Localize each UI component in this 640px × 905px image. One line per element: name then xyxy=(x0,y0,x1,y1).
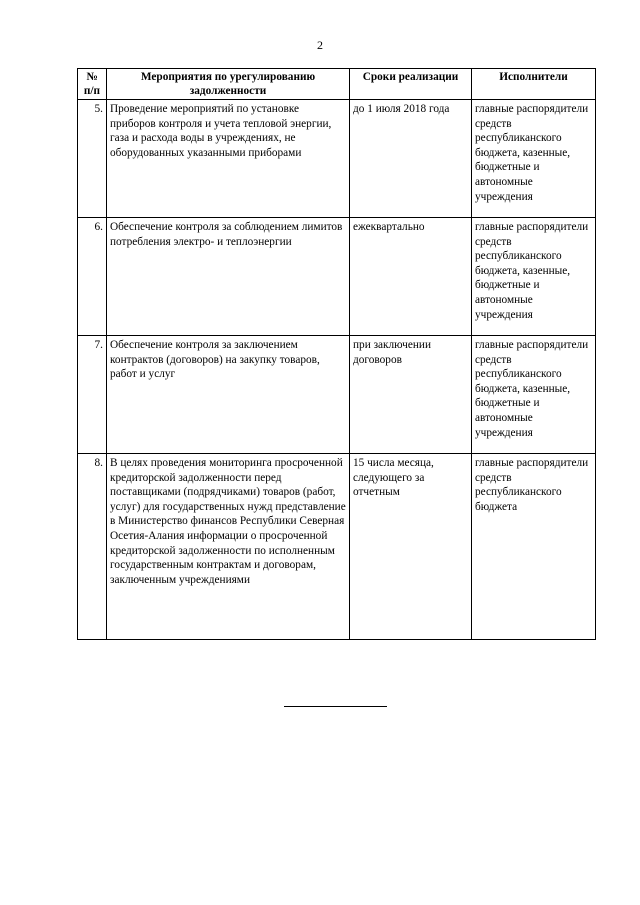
header-action: Мероприятия по урегулированию задолженности xyxy=(107,69,350,100)
row-term: до 1 июля 2018 года xyxy=(350,100,472,218)
row-term: ежеквартально xyxy=(350,218,472,336)
row-action: Обеспечение контроля за заключением контрактов (договоров) на закупку товаров, работ и услуг xyxy=(107,336,350,454)
row-executor: главные распорядители средств республиканского бюджета, казенные, бюджетные и автономные учреждения xyxy=(472,100,596,218)
row-term: при заключении договоров xyxy=(350,336,472,454)
header-term: Сроки реализации xyxy=(350,69,472,100)
row-number: 7. xyxy=(78,336,107,454)
page-number: 2 xyxy=(317,38,323,52)
row-executor: главные распорядители средств республиканского бюджета xyxy=(472,454,596,640)
row-action: Обеспечение контроля за соблюдением лимитов потребления электро- и теплоэнергии xyxy=(107,218,350,336)
table-row xyxy=(78,100,596,218)
header-number: № п/п xyxy=(78,69,107,100)
row-executor: главные распорядители средств республиканского бюджета, казенные, бюджетные и автономные учреждения xyxy=(472,218,596,336)
row-number: 8. xyxy=(78,454,107,640)
table-header-row xyxy=(78,69,596,100)
table-row xyxy=(78,218,596,336)
row-term: 15 числа месяца, следующего за отчетным xyxy=(350,454,472,640)
table-row xyxy=(78,454,596,640)
row-action: В целях проведения мониторинга просроченной кредиторской задолженности перед поставщиками (подрядчиками) товаров (работ, услуг) для государственных нужд представление в Министерство финансов Республики Северная Осетия-Алания информации о просроченной кредиторской задолженности по исполненным государственным контрактам и договорам, заключенным учреждениями xyxy=(107,454,350,640)
header-executor: Исполнители xyxy=(472,69,596,100)
closing-divider-line xyxy=(284,706,387,707)
row-number: 5. xyxy=(78,100,107,218)
measures-table xyxy=(77,68,596,640)
row-executor: главные распорядители средств республиканского бюджета, казенные, бюджетные и автономные учреждения xyxy=(472,336,596,454)
row-number: 6. xyxy=(78,218,107,336)
row-action: Проведение мероприятий по установке приборов контроля и учета тепловой энергии, газа и расхода воды в учреждениях, не оборудованных указанными приборами xyxy=(107,100,350,218)
table-row xyxy=(78,336,596,454)
